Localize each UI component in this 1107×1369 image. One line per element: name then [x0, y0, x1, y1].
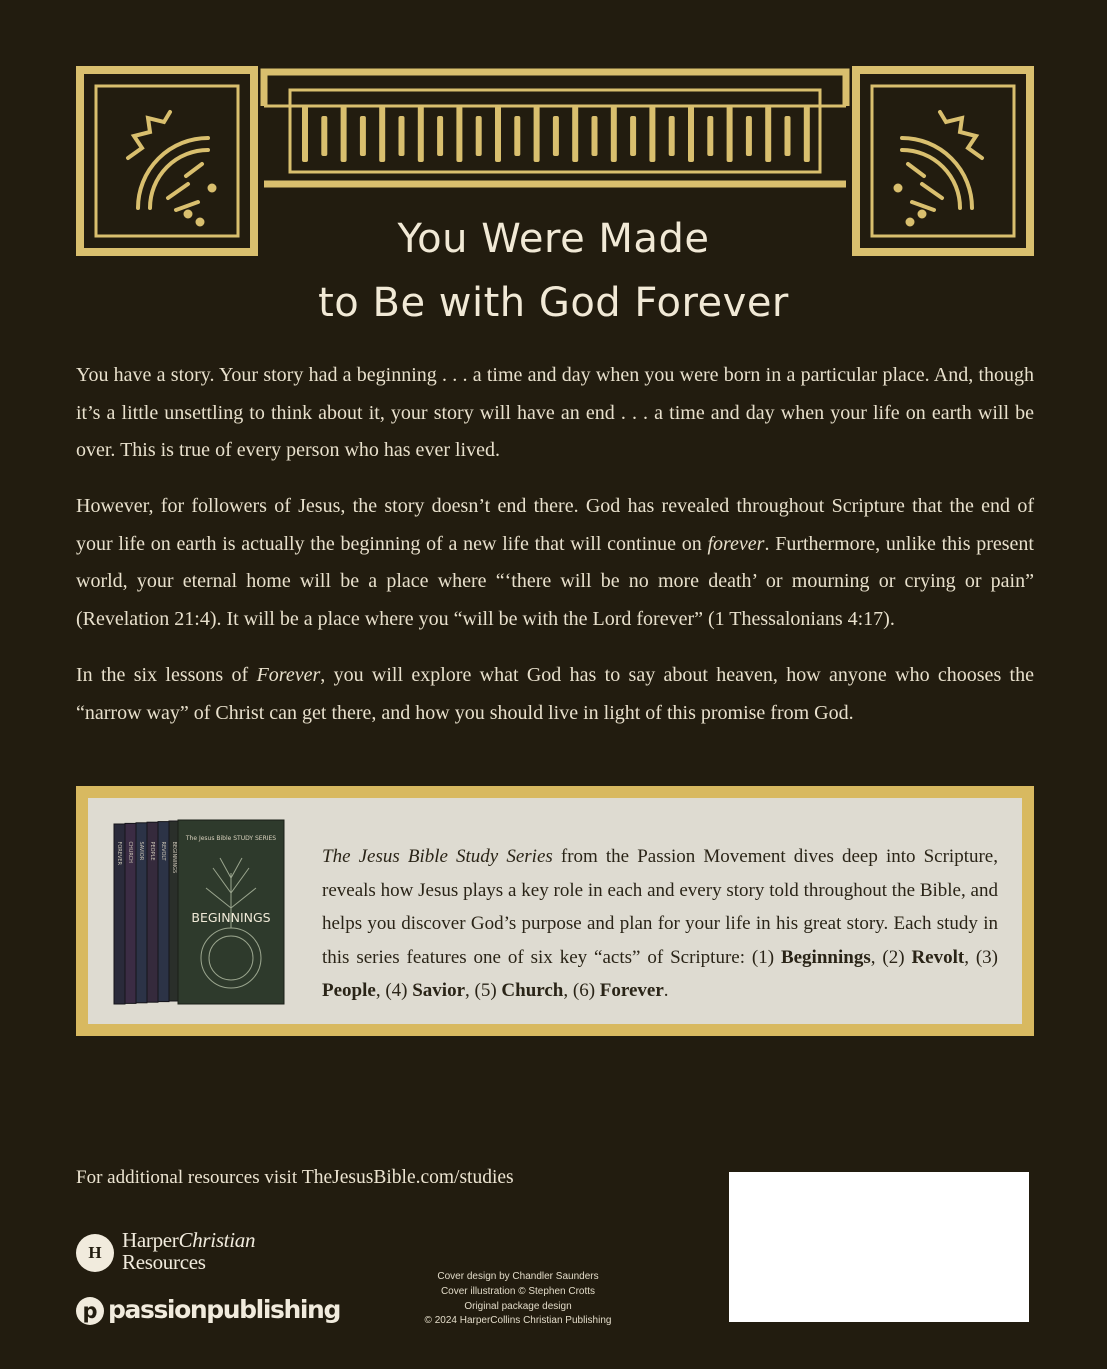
sep: , (4): [375, 980, 413, 1001]
book-spine-label: BEGINNINGS: [171, 841, 177, 874]
ornament-bar: [592, 116, 598, 156]
act-forever: Forever: [599, 980, 664, 1001]
resources-prefix: For additional resources visit: [76, 1167, 302, 1188]
ornament-bar: [804, 106, 810, 162]
sep: , (3): [964, 946, 999, 968]
pp-logo-mark: p: [76, 1297, 104, 1325]
sep: .: [663, 980, 669, 1001]
ornament-bar: [553, 116, 559, 156]
passion-publishing-logo: [76, 1295, 340, 1330]
ornament-bar: [746, 116, 752, 156]
credit-line: Cover design by Chandler Saunders: [437, 1271, 599, 1282]
book-series-label: The Jesus Bible STUDY SERIES: [185, 835, 277, 842]
ornament-bar: [630, 116, 636, 156]
ornament-bar: [688, 106, 694, 162]
pp-publishing: publishing: [206, 1295, 340, 1324]
sep: , (5): [465, 980, 502, 1001]
ornament-bar: [456, 106, 462, 162]
ornament-bar: [611, 106, 617, 162]
ornament-bar: [341, 106, 347, 162]
headline-line-2: to Be with God Forever: [318, 280, 789, 326]
ornament-bar: [669, 116, 675, 156]
book-spine-label: CHURCH: [127, 841, 133, 863]
harper-christian-resources-logo: [76, 1228, 286, 1276]
ornament-bar: [707, 116, 713, 156]
series-description: [322, 840, 998, 1008]
resources-line: [76, 1167, 514, 1189]
barcode-area: [729, 1172, 1029, 1322]
sep: , (2): [870, 946, 912, 968]
book-cover-title: BEGINNINGS: [191, 910, 271, 925]
hc-harper: Harper: [122, 1228, 179, 1252]
ornament-bar: [399, 116, 405, 156]
cover-credits: [400, 1270, 636, 1329]
ornament-bar: [572, 106, 578, 162]
book-spine-label: PEOPLE: [149, 841, 155, 861]
intro-paragraph-1: You have a story. Your story had a beginning . . . a time and day when you were born in a particular place. And, though it’s a little unsettling to think about it, your story will have an end . . . a time and day when your life on earth will be over. This is true of every person who has ever lived.: [76, 364, 1034, 461]
hc-christian: Christian: [178, 1228, 256, 1252]
ornament-bar: [321, 116, 327, 156]
p2-emphasis: forever: [707, 532, 765, 555]
hc-logo-text: [122, 1229, 255, 1273]
ornament-bar: [727, 106, 733, 162]
hc-resources: Resources: [122, 1250, 206, 1274]
pp-logo-text: [108, 1295, 340, 1324]
resources-url-link[interactable]: TheJesusBible.com/studies: [301, 1167, 514, 1188]
series-title: The Jesus Bible Study Series: [322, 846, 553, 867]
act-revolt: Revolt: [911, 946, 965, 968]
ornament-bar: [302, 106, 308, 162]
credit-line: © 2024 HarperCollins Christian Publishing: [424, 1315, 612, 1327]
ornament-bar: [785, 116, 791, 156]
ornament-bar: [765, 106, 771, 162]
p3-text-b: , you will explore what God has to say about heaven, how anyone who chooses the “narrow way” of Christ can get there, and how you should live in light of this promise from God.: [76, 664, 1034, 724]
ornament-bar: [495, 106, 501, 162]
credit-line: Original package design: [464, 1300, 572, 1312]
p3-emphasis: Forever: [256, 664, 321, 686]
series-text-a: from the Passion Movement dives deep into Scripture, reveals how Jesus plays a key role in each and every story told throughout the Bible, and helps you discover God’s purpose and plan for your life in his great story. Each study in this series features one of six key “acts” of Scripture: (1): [322, 846, 998, 968]
act-beginnings: Beginnings: [780, 946, 871, 968]
intro-paragraph-3: [76, 657, 1034, 732]
sep: , (6): [563, 980, 600, 1001]
credit-line: Cover illustration © Stephen Crotts: [440, 1285, 596, 1297]
p2-text-b: . Furthermore, unlike this present world, your eternal home will be a place where “‘there will be no more death’ or mourning or crying or pain” (Revelation 21:4). It will be a place where you “will be with the Lord forever” (1 Thessalonians 4:17).: [76, 532, 1034, 630]
ornament-bar: [360, 116, 366, 156]
ornament-bar: [534, 106, 540, 162]
headline-line-1: You Were Made: [397, 216, 710, 262]
book-spine-label: SAVIOR: [138, 841, 144, 861]
act-savior: Savior: [412, 980, 466, 1001]
book-stack-image: [108, 818, 288, 1008]
act-church: Church: [501, 980, 564, 1001]
pp-passion: passion: [108, 1295, 207, 1324]
hc-logo-mark: H: [76, 1234, 114, 1272]
series-callout-inner: [88, 798, 1022, 1024]
ornament-bar: [476, 116, 482, 156]
p2-text-a: However, for followers of Jesus, the story doesn’t end there. God has revealed throughout Scripture that the end of your life on earth is actually the beginning of a new life that will continue on: [76, 495, 1034, 555]
ornament-bar: [649, 106, 655, 162]
book-spine-label: REVOLT: [160, 841, 166, 861]
p3-text-a: In the six lessons of: [76, 664, 257, 686]
ornament-bar: [418, 106, 424, 162]
act-people: People: [322, 980, 376, 1001]
series-callout: [76, 786, 1034, 1036]
ornament-bar: [437, 116, 443, 156]
ornament-bar: [379, 106, 385, 162]
book-spine-label: FOREVER: [116, 841, 122, 865]
intro-paragraph-2: [76, 488, 1034, 638]
ornament-bar: [514, 116, 520, 156]
